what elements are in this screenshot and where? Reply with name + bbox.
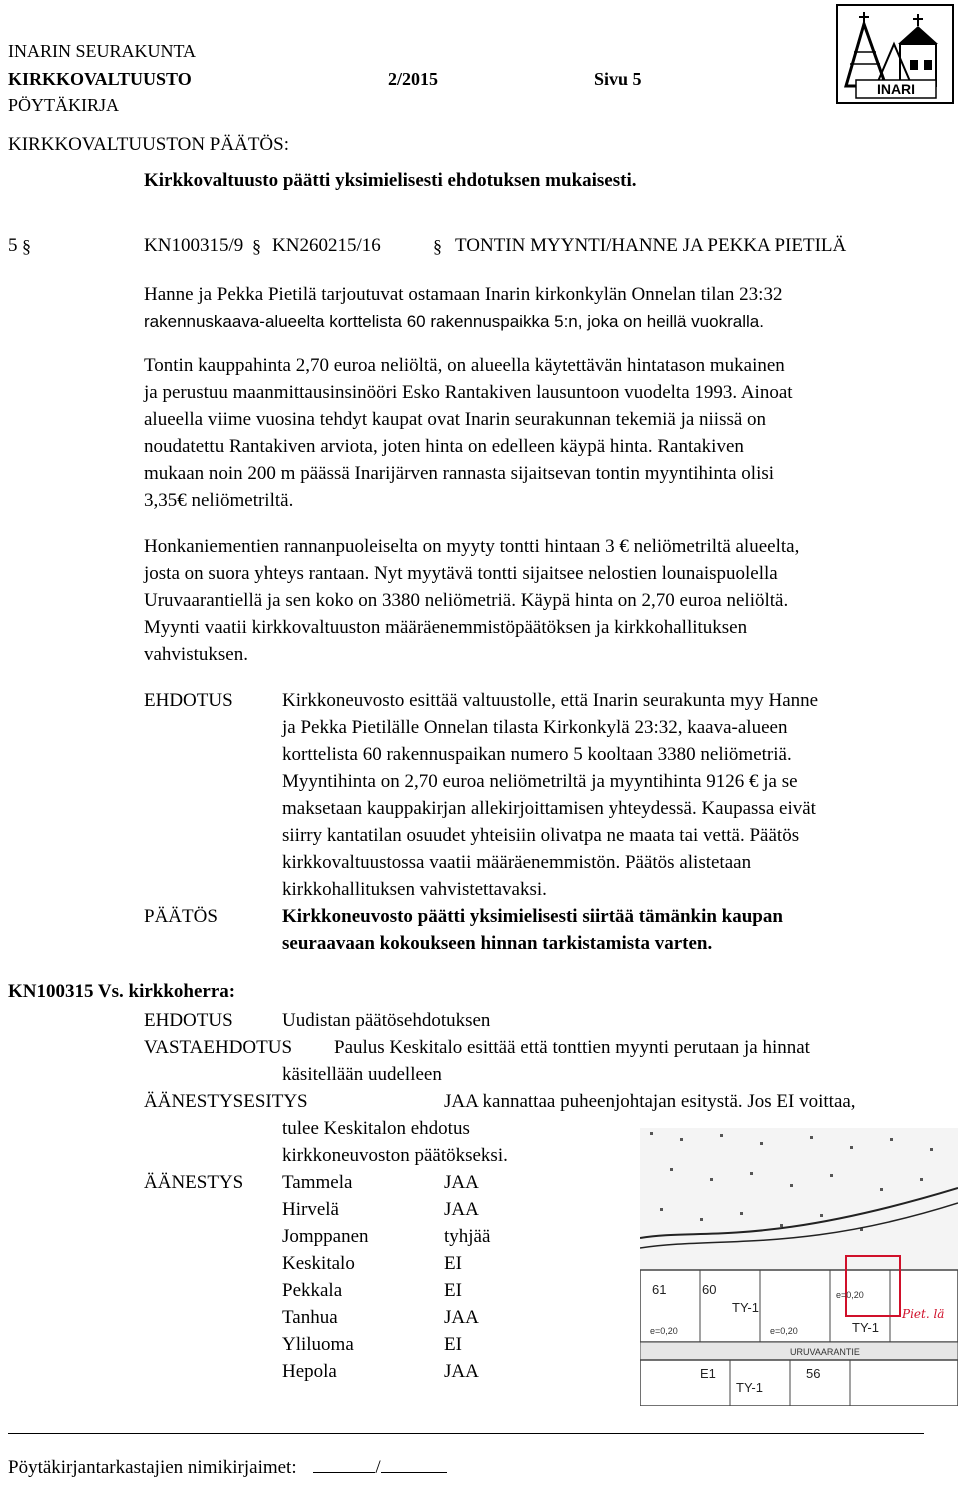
map-label: TY-1 — [732, 1300, 759, 1315]
paragraph-1-line: Hanne ja Pekka Pietilä tarjoutuvat ostamaan Inarin kirkonkylän Onnelan tilan 23:32 — [144, 284, 783, 305]
footer-initials — [8, 1454, 447, 1481]
map-label: 61 — [652, 1282, 667, 1297]
map-label: e=0,20 — [650, 1326, 678, 1336]
paragraph-2-line: alueella viime vuosina tehdyt kaupat ovat Inarin seurakunnan tekemiä ja niissä on — [144, 409, 767, 430]
voter-name: Hirvelä — [282, 1199, 339, 1220]
proposal-line: korttelista 60 rakennuspaikan numero 5 kooltaan 3380 neliömetriä. — [282, 744, 792, 765]
vote-proposal-label: ÄÄNESTYSESITYS — [144, 1091, 308, 1112]
vote-value: JAA — [444, 1172, 479, 1193]
kn-proposal-text: Uudistan päätösehdotuksen — [282, 1010, 491, 1031]
map-label: TY-1 — [852, 1320, 879, 1335]
vote-proposal-line: tulee Keskitalon ehdotus — [282, 1118, 470, 1139]
vote-value: tyhjää — [444, 1226, 491, 1247]
proposal-line: Myyntihinta on 2,70 euroa neliömetriltä ja myyntihinta 9126 € ja se — [282, 771, 798, 792]
proposal-label: EHDOTUS — [144, 690, 233, 711]
paragraph-1-line: rakennuskaava-alueelta korttelista 60 rakennuspaikka 5:n, joka on heillä vuokralla. — [144, 312, 764, 331]
paragraph-2-line: Tontin kauppahinta 2,70 euroa neliöltä, on alueella käytettävän hintatason mukainen — [144, 355, 785, 376]
vote-value: JAA — [444, 1307, 479, 1328]
decision-label: PÄÄTÖS — [144, 906, 218, 927]
section-sign-3: § — [433, 236, 442, 256]
counter-proposal-line: käsitellään uudelleen — [282, 1064, 442, 1085]
map-label: 56 — [806, 1366, 821, 1381]
decision-line: seuraavaan kokoukseen hinnan tarkistamista varten. — [282, 933, 713, 954]
prev-decision-heading: KIRKKOVALTUUSTON PÄÄTÖS: — [8, 134, 289, 155]
paragraph-2-line: noudatettu Rantakiven arviota, joten hinta on edelleen käypä hinta. Rantakiven — [144, 436, 744, 457]
section-sign-1: § — [22, 236, 31, 256]
paragraph-3-line: Myynti vaatii kirkkovaltuuston määräenemmistöpäätöksen ja kirkkohallituksen — [144, 617, 748, 638]
map-label: e=0,20 — [770, 1326, 798, 1336]
vote-value: EI — [444, 1253, 462, 1274]
paragraph-2 — [144, 352, 793, 514]
proposal-line: siirry kantatilan osuudet yhteisiin olivatpa ne maata tai vettä. Päätös — [282, 825, 800, 846]
body-name: KIRKKOVALTUUSTO — [8, 69, 192, 89]
proposal-line: ja Pekka Pietilälle Onnelan tilasta Kirkonkylä 23:32, kaava-alueen — [282, 717, 788, 738]
vote-value: EI — [444, 1334, 462, 1355]
decision-line: Kirkkoneuvosto päätti yksimielisesti siirtää tämänkin kaupan — [282, 906, 783, 927]
paragraph-1 — [144, 281, 782, 335]
paragraph-3-line: josta on suora yhteys rantaan. Nyt myytävä tontti sijaitsee nelostien lounaispuolella — [144, 563, 778, 584]
paragraph-3-line: Uruvaarantiellä ja sen koko on 3380 neliömetriä. Käypä hinta on 2,70 euroa neliöltä. — [144, 590, 789, 611]
map-owner-annotation: Piet. lä — [902, 1307, 945, 1321]
item-ref-2: KN260215/16 — [272, 235, 381, 256]
voter-name: Hepola — [282, 1361, 337, 1382]
paragraph-3-line: Honkaniementien rannanpuoleiselta on myyty tontti hintaan 3 € neliömetriltä alueelta, — [144, 536, 800, 557]
site-plan-map — [640, 1128, 958, 1406]
vote-value: EI — [444, 1280, 462, 1301]
inari-parish-logo — [836, 4, 954, 104]
footer-label: Pöytäkirjantarkastajien nimikirjaimet: — [8, 1457, 297, 1478]
map-label: E1 — [700, 1366, 716, 1381]
document-type: PÖYTÄKIRJA — [8, 95, 120, 115]
proposal-line: kirkkohallituksen vahvistettavaksi. — [282, 879, 547, 900]
paragraph-3-line: vahvistuksen. — [144, 644, 248, 665]
footer-rule — [8, 1433, 924, 1434]
kn100315-heading: KN100315 Vs. kirkkoherra: — [8, 981, 236, 1002]
proposal-line: Kirkkoneuvosto esittää valtuustolle, että Inarin seurakunta myy Hanne — [282, 690, 819, 711]
map-label: e=0,20 — [836, 1290, 864, 1300]
org-name: INARIN SEURAKUNTA — [8, 41, 197, 61]
kn-proposal-label: EHDOTUS — [144, 1010, 233, 1031]
voter-name: Pekkala — [282, 1280, 343, 1301]
proposal-text — [282, 687, 818, 903]
item-ref-1: KN100315/9 — [144, 235, 244, 256]
counter-proposal-line: Paulus Keskitalo esittää että tonttien myynti perutaan ja hinnat — [334, 1037, 810, 1058]
proposal-line: kirkkovaltuustossa vaatii määräenemmistön. Päätös alistetaan — [282, 852, 752, 873]
map-label: TY-1 — [736, 1380, 763, 1395]
voter-name: Tanhua — [282, 1307, 338, 1328]
section-sign-2: § — [252, 236, 261, 256]
initials-separator: / — [375, 1457, 381, 1478]
paragraph-2-line: 3,35€ neliömetriltä. — [144, 490, 294, 511]
initials-field-1[interactable] — [313, 1454, 375, 1473]
counter-proposal-label: VASTAEHDOTUS — [144, 1037, 293, 1058]
vote-label: ÄÄNESTYS — [144, 1172, 244, 1193]
voter-name: Keskitalo — [282, 1253, 355, 1274]
voter-name: Tammela — [282, 1172, 353, 1193]
vote-value: JAA — [444, 1199, 479, 1220]
prev-decision-text: Kirkkovaltuusto päätti yksimielisesti ehdotuksen mukaisesti. — [144, 170, 637, 191]
paragraph-2-line: ja perustuu maanmittausinsinööri Esko Rantakiven lausuntoon vuodelta 1993. Ainoat — [144, 382, 793, 403]
item-number: 5 — [8, 235, 18, 256]
vote-proposal-line: kirkkoneuvoston päätökseksi. — [282, 1145, 508, 1166]
vote-value: JAA — [444, 1361, 479, 1382]
map-road-label: URUVAARANTIE — [790, 1347, 860, 1357]
proposal-line: maksetaan kauppakirjan allekirjoittamisen yhteydessä. Kaupassa eivät — [282, 798, 816, 819]
issue-number: 2/2015 — [388, 69, 439, 89]
map-label: 60 — [702, 1282, 717, 1297]
voter-name: Jomppanen — [282, 1226, 369, 1247]
decision-text — [282, 903, 783, 957]
paragraph-3 — [144, 533, 799, 668]
paragraph-2-line: mukaan noin 200 m päässä Inarijärven rannasta sijaitsevan tontin myyntihinta olisi — [144, 463, 775, 484]
page-number: Sivu 5 — [594, 69, 642, 89]
item-title: TONTIN MYYNTI/HANNE JA PEKKA PIETILÄ — [455, 235, 847, 256]
logo-text: INARI — [876, 81, 916, 97]
initials-field-2[interactable] — [381, 1454, 447, 1473]
vote-proposal-line: JAA kannattaa puheenjohtajan esitystä. Jos EI voittaa, — [444, 1091, 856, 1112]
voter-name: Yliluoma — [282, 1334, 354, 1355]
